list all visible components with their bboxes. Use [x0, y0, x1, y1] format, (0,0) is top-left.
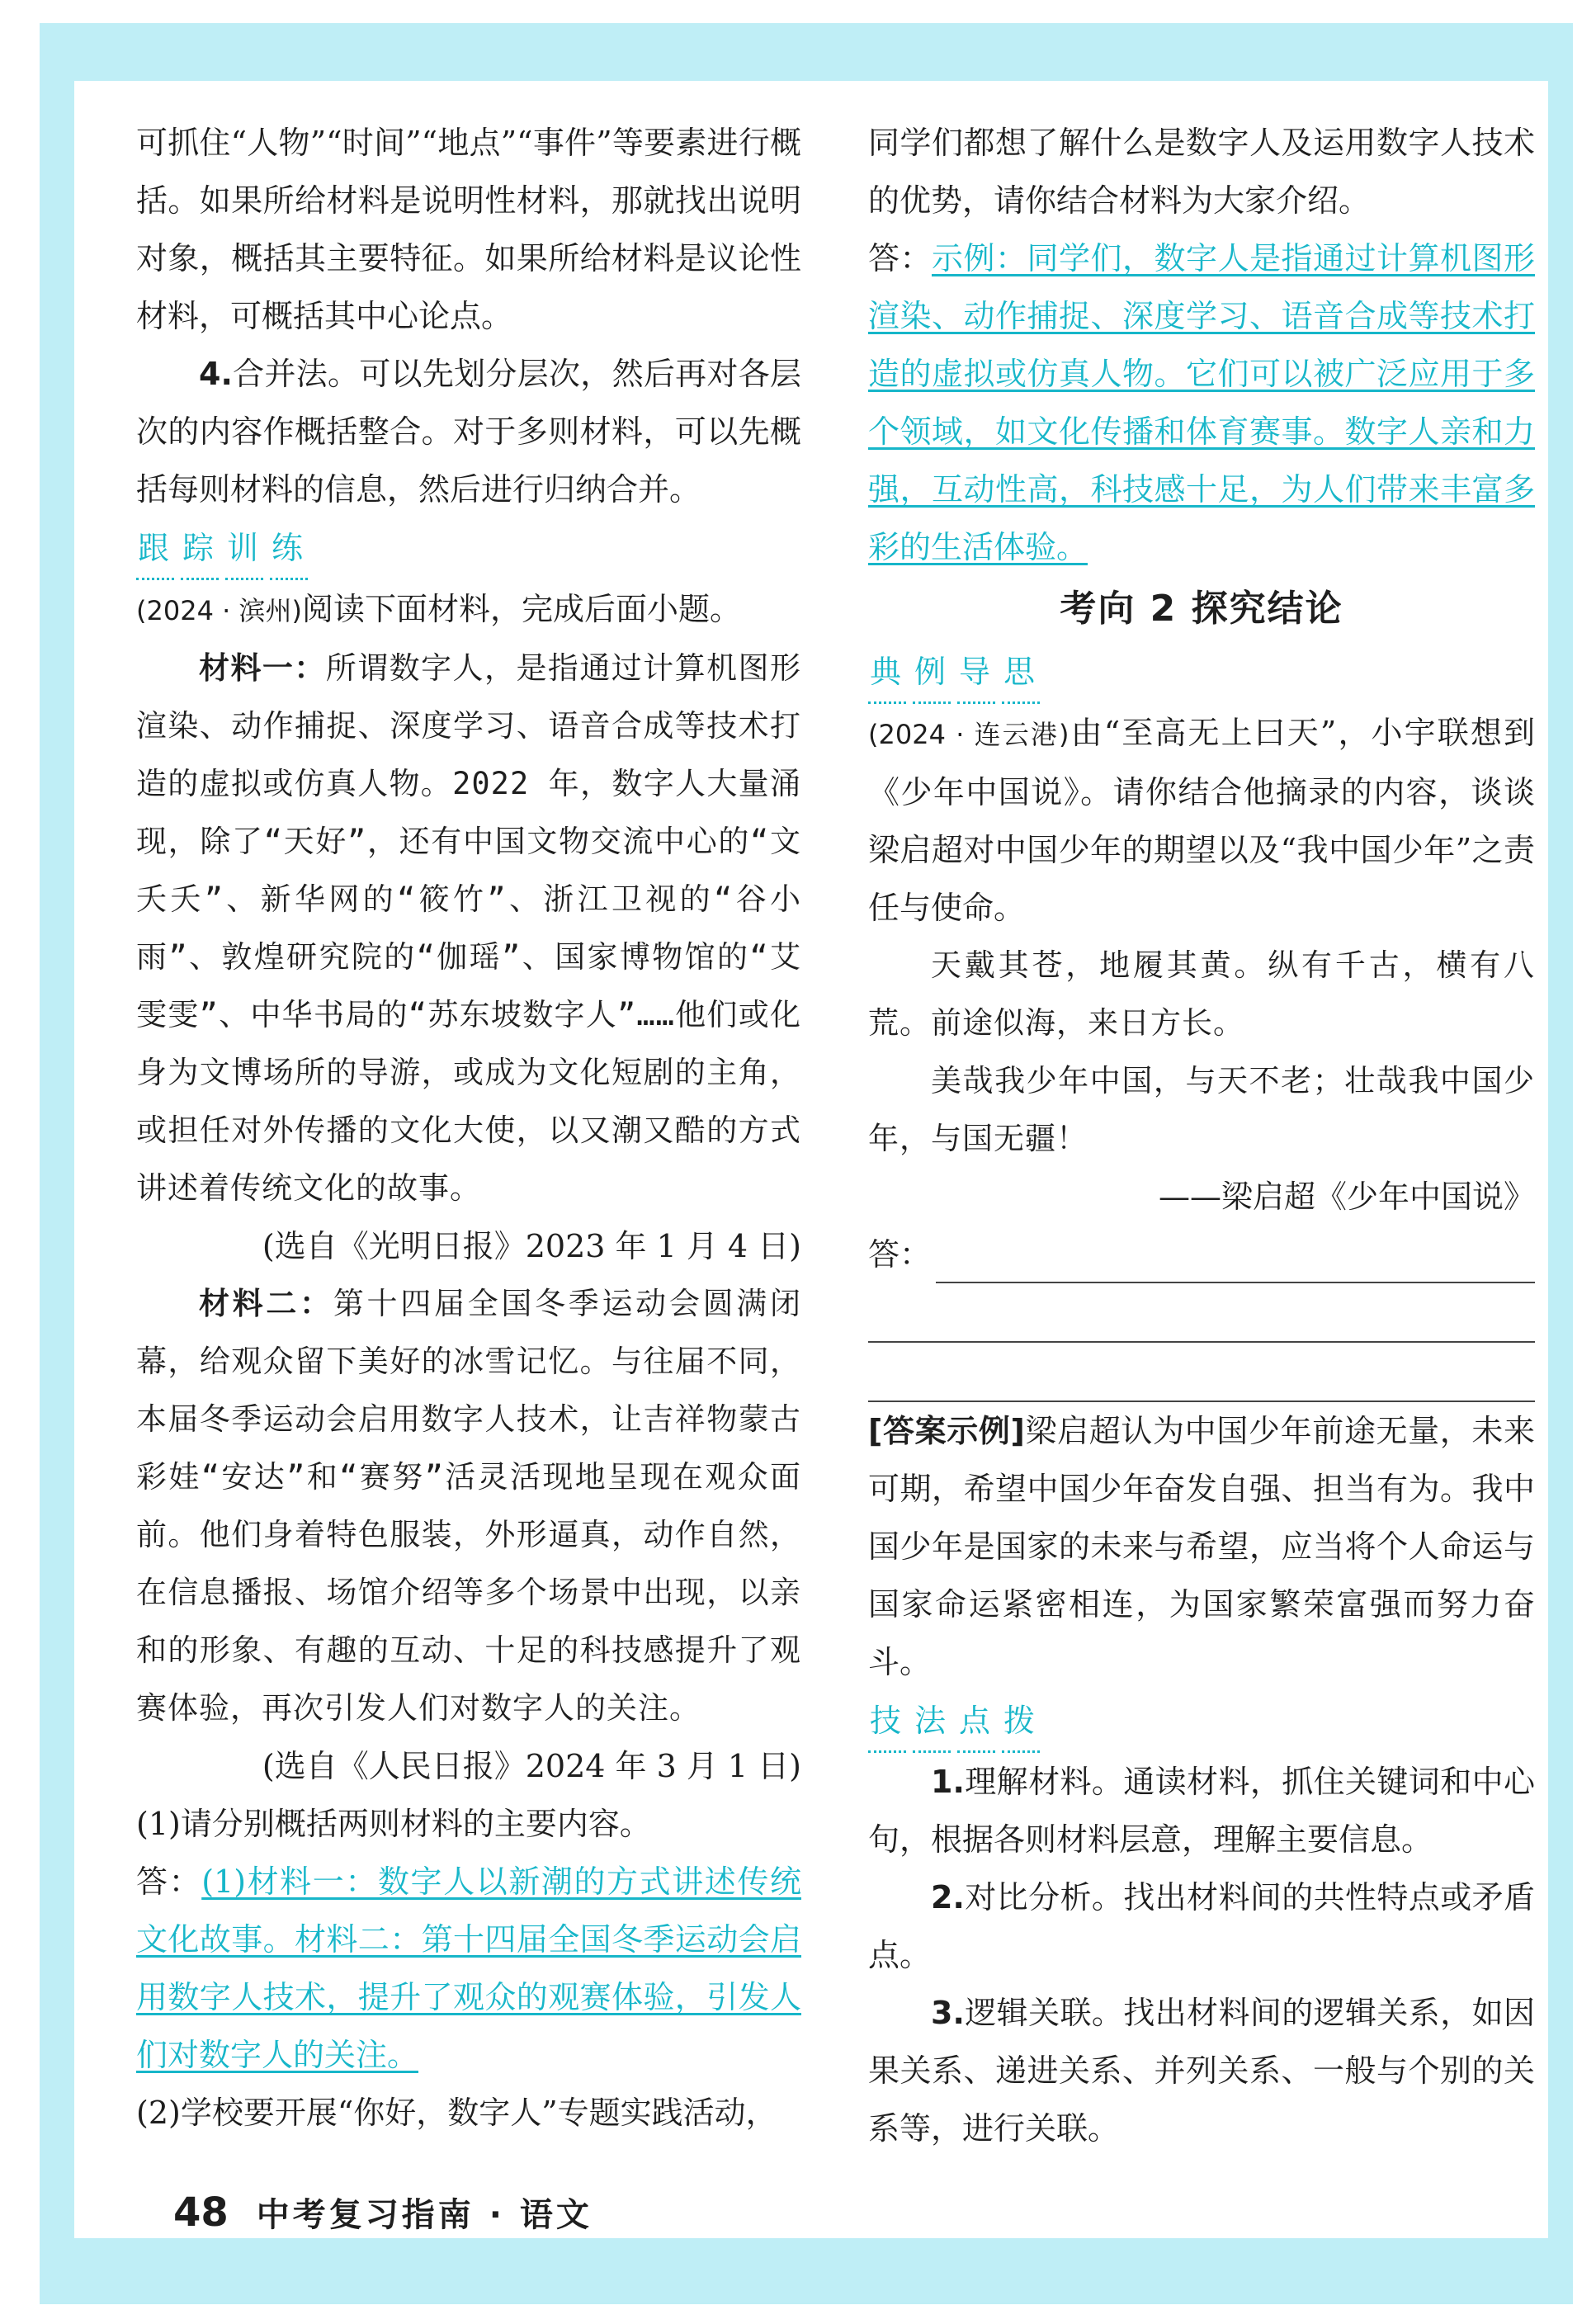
- tip-text: 逻辑关联。找出材料间的逻辑关系，如因果关系、递进关系、并列关系、一般与个别的关系等，进行关联。: [868, 1995, 1535, 2147]
- label-char: 点: [957, 1691, 995, 1753]
- material-two-text: 第十四届全国冬季运动会圆满闭幕，给观众留下美好的冰雪记忆。与往届不同，本届冬季运动会启用数字人技术，让吉祥物蒙古彩娃“安达”和“赛努”活灵活现地呈现在观众面前。他们身着特色服装，外形逼真，动作自然，在信息播报、场馆介绍等多个场景中出现，以亲和的形象、有趣的互动、十足的科技感提升了观赛体验，再次引发人们对数字人的关注。: [136, 1286, 802, 1726]
- tip-text: 对比分析。找出材料间的共性特点或矛盾点。: [868, 1879, 1535, 1973]
- material-one-label: 材料一：: [199, 650, 326, 686]
- material-two-label: 材料二：: [199, 1286, 333, 1321]
- material-two: [136, 1275, 801, 1737]
- answer-line: [868, 1283, 1535, 1343]
- sample-answer-label: [答案示例]: [868, 1413, 1025, 1449]
- writing-line: [936, 1240, 1535, 1283]
- question-one: (1)请分别概括两则材料的主要内容。: [136, 1806, 651, 1842]
- section-label-technique-tips: [868, 1691, 1535, 1753]
- label-char: 法: [913, 1691, 951, 1753]
- label-char: 拨: [1002, 1691, 1040, 1753]
- example-text: 由“至高无上曰天”，小宇联想到《少年中国说》。请你结合他摘录的内容，谈谈梁启超对中国少年的期望以及“我中国少年”之责任与使命。: [868, 715, 1535, 926]
- answer-one-text: (1)材料一：数字人以新潮的方式讲述传统文化故事。材料二：第十四届全国冬季运动会启用数字人技术，提升了观众的观赛体验，引发人们对数字人的关注。: [136, 1863, 801, 2073]
- label-char: 例: [913, 642, 951, 704]
- answer-one: [136, 1853, 801, 2084]
- answer-line-first: [868, 1226, 1535, 1283]
- quote-source: ——梁启超《少年中国说》: [1158, 1179, 1535, 1215]
- section-label-tracking-practice: [136, 518, 801, 580]
- tip-one: [868, 1753, 1535, 1868]
- material-one-text: 所谓数字人，是指通过计算机图形渲染、动作捕捉、深度学习、语音合成等技术打造的虚拟或仿真人物。2022 年，数字人大量涌现，除了“天好”，还有中国文物交流中心的“文夭夭”、新华网的“筱竹”、浙江卫视的“谷小雨”、敦煌研究院的“伽瑶”、国家博物馆的“艾雯雯”、中华书局的“苏东坡数字人”……他们或化身为文博场所的导游，或成为文化短剧的主角，或担任对外传播的文化大使，以又潮又酷的方式讲述着传统文化的故事。: [136, 650, 802, 1206]
- source-tag: (2024 · 滨州): [136, 595, 302, 626]
- answer-two: [868, 229, 1535, 576]
- section-label-example-guide: [868, 642, 1535, 704]
- tip-number: 2.: [931, 1879, 965, 1915]
- label-char: 技: [868, 1691, 906, 1753]
- label-char: 跟: [136, 518, 174, 580]
- intro-text: 阅读下面材料，完成后面小题。: [301, 591, 741, 627]
- section-heading: 考向 2 探究结论: [1060, 588, 1343, 630]
- book-title: 中考复习指南 · 语文: [256, 2196, 593, 2234]
- question-two-continued: 同学们都想了解什么是数字人及运用数字人技术的优势，请你结合材料为大家介绍。: [868, 125, 1535, 219]
- material-one: [136, 640, 801, 1217]
- page-number: 48: [173, 2189, 229, 2236]
- question-intro: [136, 580, 801, 640]
- right-border-band: [1548, 23, 1573, 2301]
- quote-paragraph-two: 美哉我少年中国，与天不老；壮哉我中国少年，与国无疆！: [868, 1063, 1535, 1156]
- right-column: [868, 114, 1535, 2157]
- label-char: 踪: [181, 518, 219, 580]
- tip-number: 3.: [931, 1995, 965, 2031]
- answer-two-text: 示例：同学们，数字人是指通过计算机图形渲染、动作捕捉、深度学习、语音合成等技术打造的虚拟或仿真人物。它们可以被广泛应用于多个领域，如文化传播和体育赛事。数字人亲和力强，互动性高，科技感十足，为人们带来丰富多彩的生活体验。: [868, 240, 1535, 565]
- question-two: (2)学校要开展“你好，数字人”专题实践活动，: [136, 2095, 777, 2131]
- item-text: 合并法。可以先划分层次，然后再对各层次的内容作概括整合。对于多则材料，可以先概括每则材料的信息，然后进行归纳合并。: [136, 356, 801, 508]
- label-char: 训: [225, 518, 263, 580]
- item-number: 4.: [199, 356, 233, 392]
- page-footer: [173, 2189, 593, 2236]
- label-char: 练: [270, 518, 308, 580]
- tip-number: 1.: [931, 1764, 965, 1800]
- label-char: 思: [1002, 642, 1040, 704]
- answer-line: [868, 1343, 1535, 1402]
- left-border-band: [40, 23, 74, 2301]
- bottom-border-band: [40, 2238, 1573, 2304]
- paragraph-merge-method: [136, 345, 801, 518]
- top-border-band: [40, 23, 1573, 81]
- label-char: 导: [957, 642, 995, 704]
- sample-answer-text: 梁启超认为中国少年前途无量，未来可期，希望中国少年奋发自强、担当有为。我中国少年是国家的未来与希望，应当将个人命运与国家命运紧密相连，为国家繁荣富强而努力奋斗。: [868, 1413, 1535, 1680]
- sample-answer: [868, 1402, 1535, 1691]
- tip-two: [868, 1868, 1535, 1984]
- quote-paragraph-one: 天戴其苍，地履其黄。纵有千古，横有八荒。前途似海，来日方长。: [868, 947, 1535, 1041]
- tip-three: [868, 1984, 1535, 2157]
- material-one-source: (选自《光明日报》2023 年 1 月 4 日): [262, 1228, 801, 1264]
- tip-text: 理解材料。通读材料，抓住关键词和中心句，根据各则材料层意，理解主要信息。: [868, 1764, 1535, 1858]
- material-two-source: (选自《人民日报》2024 年 3 月 1 日): [262, 1748, 801, 1784]
- paragraph-summary-elements: 可抓住“人物”“时间”“地点”“事件”等要素进行概括。如果所给材料是说明性材料，那就找出说明对象，概括其主要特征。如果所给材料是议论性材料，可概括其中心论点。: [136, 125, 801, 334]
- answer-label: 答：: [868, 240, 932, 276]
- left-column: [136, 114, 801, 2142]
- answer-label: 答：: [868, 1236, 932, 1273]
- label-char: 典: [868, 642, 906, 704]
- answer-label: 答：: [136, 1863, 202, 1900]
- source-tag: (2024 · 连云港): [868, 719, 1070, 750]
- example-question: [868, 704, 1535, 937]
